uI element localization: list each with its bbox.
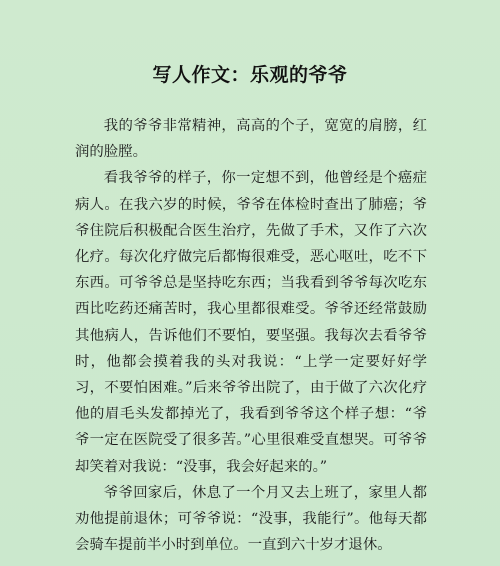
article-body: [75, 113, 427, 558]
paragraph: 看我爷爷的样子，你一定想不到，他曾经是个癌症病人。在我六岁的时候，爷爷在体检时查出了肺癌；爷爷住院后积极配合医生治疗，先做了手术，又作了六次化疗。每次化疗做完后都悔很难受，恶心呕吐，吃不下东西。可爷爷总是坚持吃东西；当我看到爷爷每次吃东西比吃药还痛苦时，我心里都很难受。爷爷还经常鼓励其他病人，告诉他们不要怕，要坚强。我每次去看爷爷时，他都会摸着我的头对我说：“上学一定要好好学习，不要怕困难。”后来爷爷出院了，由于做了六次化疗他的眉毛头发都掉光了，我看到爷爷这个样子想：“爷爷一定在医院受了很多苦。”心里很难受直想哭。可爷爷却笑着对我说：“没事，我会好起来的。”: [75, 170, 427, 475]
paragraph: 爷爷回家后，休息了一个月又去上班了，家里人都劝他提前退休；可爷爷说：“没事，我能行”。他每天都会骑车提前半小时到单位。一直到六十岁才退休。: [75, 484, 427, 554]
paragraph: 我的爷爷非常精神，高高的个子，宽宽的肩膀，红润的脸膛。: [75, 118, 427, 161]
article-title: 写人作文：乐观的爷爷: [152, 64, 348, 86]
